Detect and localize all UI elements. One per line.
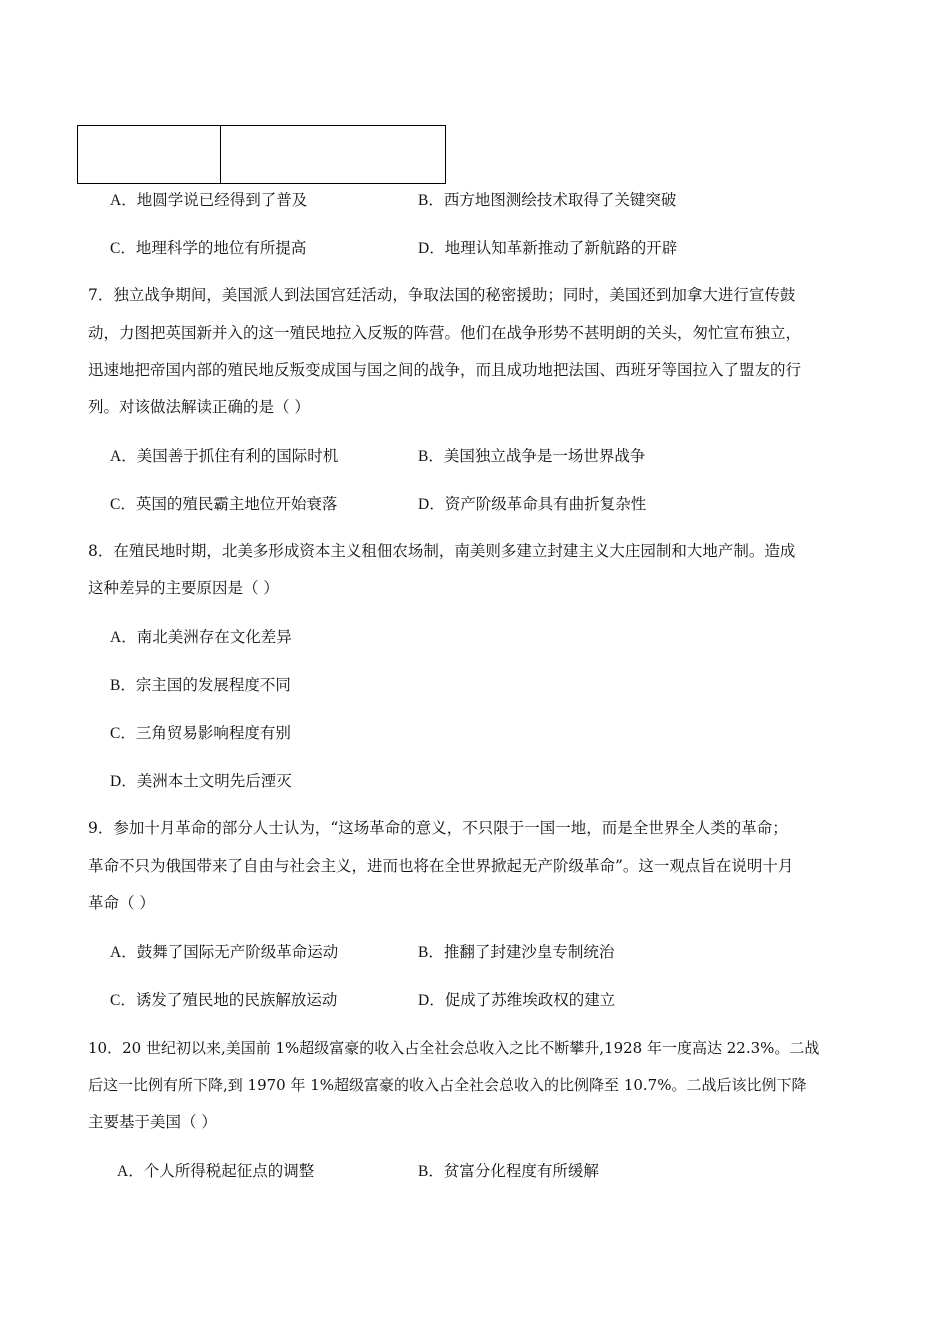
q9-stem-line: 革命不只为俄国带来了自由与社会主义，进而也将在全世界掀起无产阶级革命”。这一观点旨在说明十月 — [88, 857, 794, 875]
q9-option-c[interactable]: C．诱发了殖民地的民族解放运动 — [110, 991, 338, 1009]
table-cell — [221, 126, 446, 184]
q6-option-c[interactable]: C．地理科学的地位有所提高 — [110, 239, 307, 257]
q8-option-a[interactable]: A．南北美洲存在文化差异 — [110, 628, 292, 646]
q7-stem-line: 7．独立战争期间，美国派人到法国宫廷活动，争取法国的秘密援助；同时，美国还到加拿大进行宣传鼓 — [88, 286, 796, 304]
table-cell — [78, 126, 221, 184]
q10-stem-line: 10．20 世纪初以来,美国前 1%超级富豪的收入占全社会总收入之比不断攀升,1928 年一度高达 22.3%。二战 — [88, 1039, 820, 1057]
q8-option-b[interactable]: B．宗主国的发展程度不同 — [110, 676, 291, 694]
q6-option-b[interactable]: B．西方地图测绘技术取得了关键突破 — [418, 191, 677, 209]
q9-option-a[interactable]: A．鼓舞了国际无产阶级革命运动 — [110, 943, 339, 961]
q10-option-a[interactable]: A．个人所得税起征点的调整 — [117, 1162, 315, 1180]
q7-option-b[interactable]: B．美国独立战争是一场世界战争 — [418, 447, 646, 465]
q6-option-a[interactable]: A．地圆学说已经得到了普及 — [110, 191, 308, 209]
q10-stem-line: 主要基于美国（ ） — [88, 1113, 217, 1131]
q9-option-b[interactable]: B．推翻了封建沙皇专制统治 — [418, 943, 615, 961]
q10-option-b[interactable]: B．贫富分化程度有所缓解 — [418, 1162, 599, 1180]
q8-option-d[interactable]: D．美洲本土文明先后湮灭 — [110, 772, 292, 790]
q7-option-d[interactable]: D．资产阶级革命具有曲折复杂性 — [418, 495, 647, 513]
q8-option-c[interactable]: C．三角贸易影响程度有别 — [110, 724, 291, 742]
q7-stem-line: 动，力图把英国新并入的这一殖民地拉入反叛的阵营。他们在战争形势不甚明朗的关头，匆忙宣布独立， — [88, 324, 802, 342]
q7-option-a[interactable]: A．美国善于抓住有利的国际时机 — [110, 447, 339, 465]
q7-stem-line: 迅速地把帝国内部的殖民地反叛变成国与国之间的战争，而且成功地把法国、西班牙等国拉入了盟友的行 — [88, 361, 802, 379]
q7-option-c[interactable]: C．英国的殖民霸主地位开始衰落 — [110, 495, 338, 513]
q9-option-d[interactable]: D．促成了苏维埃政权的建立 — [418, 991, 616, 1009]
q8-stem-line: 这种差异的主要原因是（ ） — [88, 579, 279, 597]
q7-stem-line: 列。对该做法解读正确的是（ ） — [88, 398, 310, 416]
q10-stem-line: 后这一比例有所下降,到 1970 年 1%超级富豪的收入占全社会总收入的比例降至 10.7%。二战后该比例下降 — [88, 1076, 807, 1094]
q8-stem-line: 8．在殖民地时期，北美多形成资本主义租佃农场制，南美则多建立封建主义大庄园制和大地产制。造成 — [88, 542, 796, 560]
q6-option-d[interactable]: D．地理认知革新推动了新航路的开辟 — [418, 239, 678, 257]
table-row — [78, 126, 446, 184]
q6-table — [77, 125, 446, 184]
q9-stem-line: 9．参加十月革命的部分人士认为，“这场革命的意义，不只限于一国一地，而是全世界全人类的革命； — [88, 819, 788, 837]
q9-stem-line: 革命（ ） — [88, 894, 155, 912]
